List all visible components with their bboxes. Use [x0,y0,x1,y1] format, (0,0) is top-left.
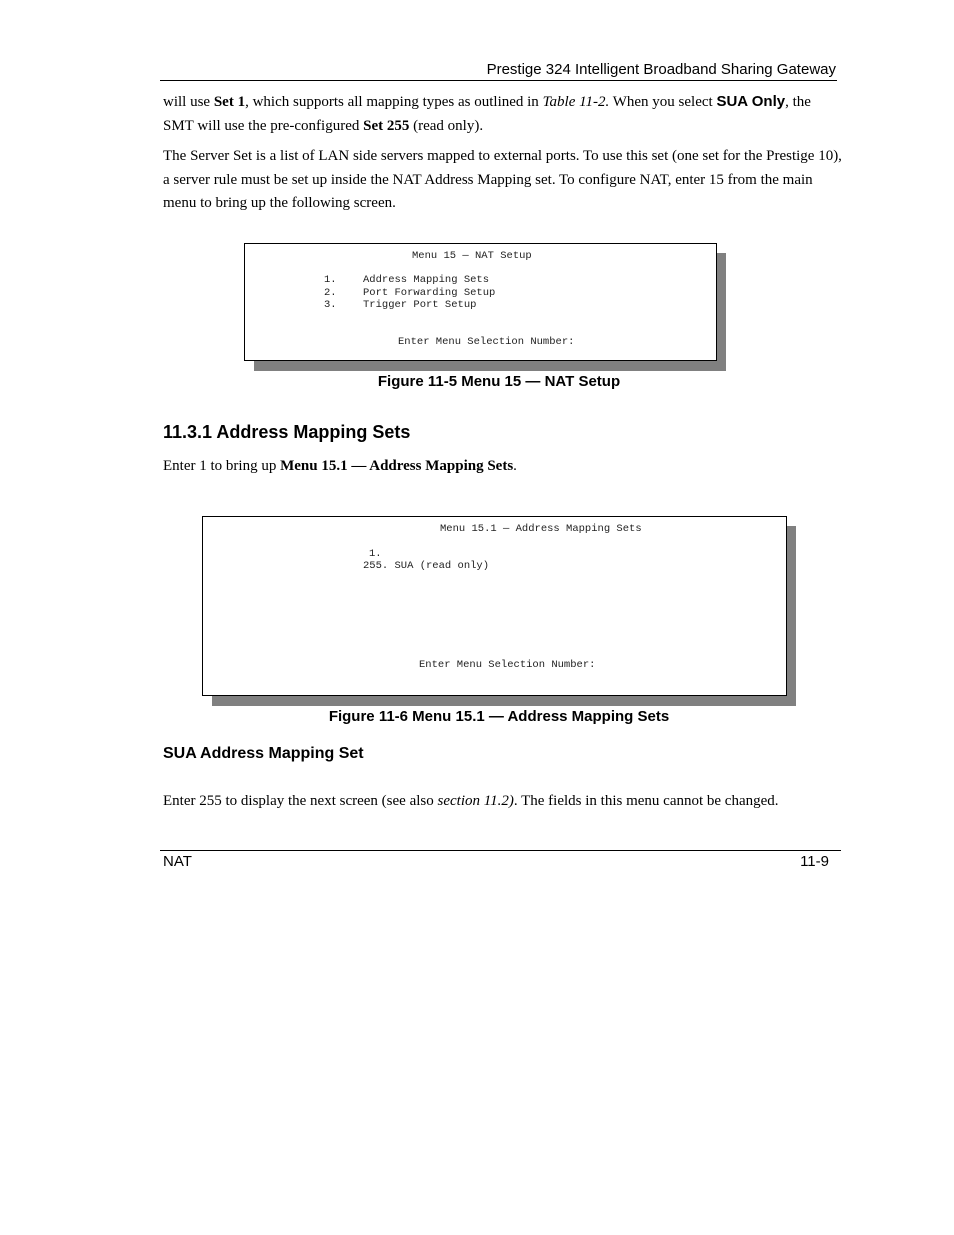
running-header: Prestige 324 Intelligent Broadband Sharing Gateway [486,61,836,78]
footer-chapter: NAT [163,853,192,870]
section-reference: section 11.2) [437,793,514,809]
terminal-screen-menu-15-1 [202,516,787,696]
menu-item-trigger-port-setup: Trigger Port Setup [363,299,477,311]
menu-item-address-mapping-sets: Address Mapping Sets [363,274,490,286]
header-rule [160,80,837,81]
text: . [513,458,517,474]
terminal-screen-menu-15 [244,243,717,361]
menu-item-number: 3. [324,299,337,311]
menu-item-number: 1. [324,274,337,286]
text: , which supports all mapping types as outlined in [245,94,543,110]
paragraph-menu-15-1 [163,455,843,479]
text: When you select [609,94,717,110]
bold-text: Set 255 [363,117,410,134]
selection-prompt: Enter Menu Selection Number: [419,659,596,671]
menu-item-port-forwarding-setup: Port Forwarding Setup [363,287,496,299]
figure-caption: Figure 11-6 Menu 15.1 — Address Mapping Sets [328,708,670,725]
text: (read only). [409,117,484,134]
selection-prompt: Enter Menu Selection Number: [398,336,575,348]
paragraph-sua [163,790,843,814]
footer-rule [160,850,841,851]
paragraph-server-set: The Server Set is a list of LAN side servers mapped to external ports. To use this set (one set for the Prestige 10), a server rule must be set up inside the NAT Address Mapping set. To configure NAT, enter 15 from the main menu to bring up the following screen. [163,148,842,211]
mapping-set-255: 255. SUA (read only) [363,560,490,572]
screen-title: Menu 15 — NAT Setup [412,250,532,262]
text: Enter 255 to display the next screen (see also [163,793,438,809]
screen-title: Menu 15.1 — Address Mapping Sets [440,523,642,535]
bold-text: SUA Only [716,93,786,110]
page-number: 11-9 [800,853,829,870]
bold-text: Menu 15.1 — Address Mapping Sets [280,458,514,474]
paragraph-set-description [163,90,843,138]
mapping-set-1: 1. [369,548,382,560]
text: will use [163,94,214,110]
text: Enter 1 to bring up [163,458,281,474]
section-heading: 11.3.1 Address Mapping Sets [163,422,411,442]
figure-caption: Figure 11-5 Menu 15 — NAT Setup [377,373,621,390]
text: . The fields in this menu cannot be changed. [513,793,779,809]
bold-text: Set 1 [213,94,246,110]
text: , the SMT will use the pre-configured [163,94,811,134]
table-reference: Table 11-2. [542,94,610,110]
subsection-heading: SUA Address Mapping Set [163,745,364,762]
menu-item-number: 2. [324,287,337,299]
